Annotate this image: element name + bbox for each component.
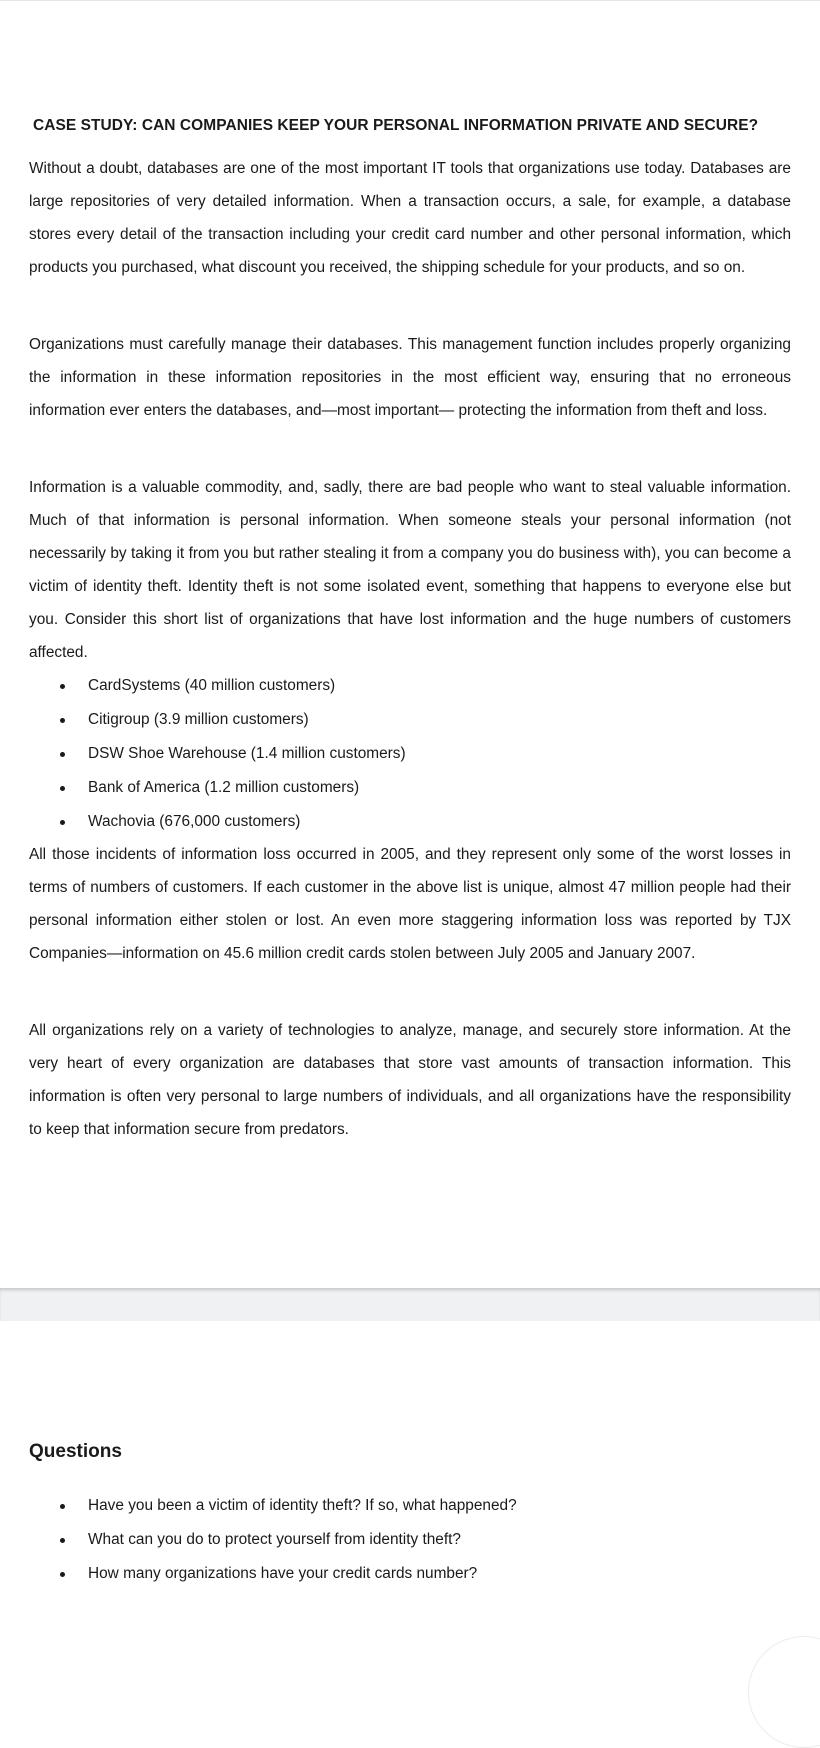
paragraph-identity-theft: Information is a valuable commodity, and, sadly, there are bad people who want to steal valuable information. Much of that information is personal information. When someone steals your personal information (not necessarily by taking it from you but rather stealing it from a company you do business with), you can become a victim of identity theft. Identity theft is not some isolated event, something that happens to everyone else but you. Consider this short list of organizations that have lost information and the huge numbers of customers affected. — [29, 479, 791, 661]
case-study-title: CASE STUDY: CAN COMPANIES KEEP YOUR PERSONAL INFORMATION PRIVATE AND SECURE? — [33, 117, 759, 134]
organizations-list — [29, 669, 406, 839]
page-break — [0, 1288, 820, 1321]
questions-list — [29, 1489, 517, 1591]
list-item: How many organizations have your credit cards number? — [29, 1557, 517, 1591]
list-item: Have you been a victim of identity theft? If so, what happened? — [29, 1489, 517, 1523]
questions-heading: Questions — [29, 1441, 122, 1462]
paragraph-information-loss: All those incidents of information loss occurred in 2005, and they represent only some of the worst losses in terms of numbers of customers. If each customer in the above list is unique, almost 47 million people had their personal information either stolen or lost. An even more staggering information loss was reported by TJX Companies—information on 45.6 million credit cards stolen between July 2005 and January 2007. — [29, 846, 791, 962]
list-item: Citigroup (3.9 million customers) — [29, 703, 406, 737]
list-item: Bank of America (1.2 million customers) — [29, 771, 406, 805]
paragraph-databases-intro: Without a doubt, databases are one of the most important IT tools that organizations use today. Databases are large repositories of very detailed information. When a transaction occurs, a sale, for example, a database stores every detail of the transaction including your credit card number and other personal information, which products you purchased, what discount you received, the shipping schedule for your products, and so on. — [29, 160, 791, 276]
paragraph-technologies: All organizations rely on a variety of technologies to analyze, manage, and securely store information. At the very heart of every organization are databases that store vast amounts of transaction information. This information is often very personal to large numbers of individuals, and all organizations have the responsibility to keep that information secure from predators. — [29, 1022, 791, 1138]
page-2 — [0, 1321, 820, 1688]
list-item: Wachovia (676,000 customers) — [29, 805, 406, 839]
top-divider — [0, 0, 820, 1]
page-curl-decoration — [748, 1636, 820, 1748]
list-item: CardSystems (40 million customers) — [29, 669, 406, 703]
list-item: DSW Shoe Warehouse (1.4 million customers) — [29, 737, 406, 771]
list-item: What can you do to protect yourself from identity theft? — [29, 1523, 517, 1557]
paragraph-manage-databases: Organizations must carefully manage their databases. This management function includes properly organizing the information in these information repositories in the most efficient way, ensuring that no erroneous information ever enters the databases, and—most important— protecting the information from theft and loss. — [29, 336, 791, 419]
